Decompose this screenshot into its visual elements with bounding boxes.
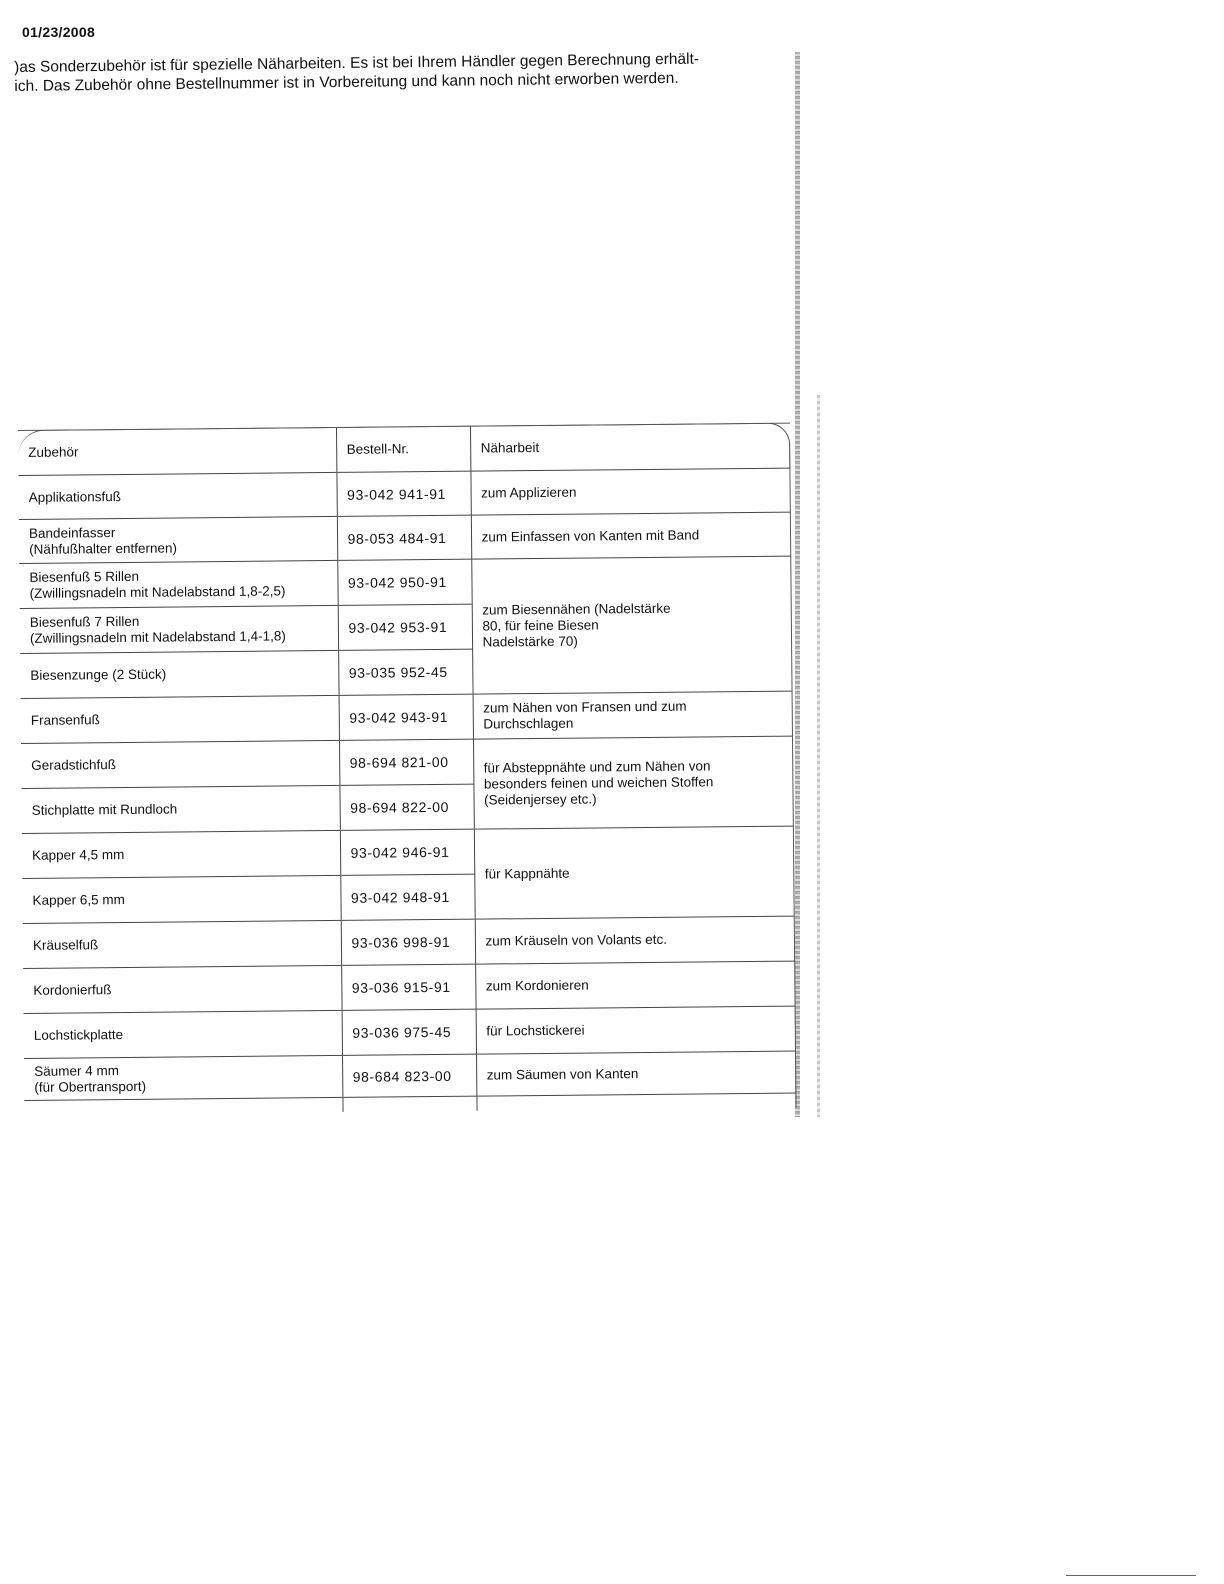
- order-number: 98-694 822-00: [339, 784, 473, 830]
- accessory-name: Stichplatte mit Rundloch: [21, 785, 339, 833]
- order-number: 93-042 950-91: [337, 559, 471, 605]
- order-number: 93-036 998-91: [341, 919, 475, 965]
- order-number: 93-042 946-91: [340, 829, 474, 875]
- table-header-row: [18, 423, 790, 475]
- scan-edge-artifact: [795, 52, 800, 1117]
- order-number: 98-694 821-00: [339, 739, 473, 785]
- order-number: 93-036 975-45: [342, 1009, 476, 1055]
- sewing-work: zum Applizieren: [470, 468, 790, 515]
- sewing-work: zum Kräuseln von Volants etc.: [475, 916, 795, 964]
- table-row: [21, 691, 793, 743]
- table-row: [23, 961, 795, 1013]
- sewing-work: zum Säumen von Kanten: [476, 1051, 796, 1096]
- intro-paragraph: [14, 49, 784, 96]
- accessories-table: [18, 423, 796, 1101]
- accessory-name: Kapper 6,5 mm: [22, 875, 340, 923]
- accessory-name: Biesenfuß 5 Rillen (Zwillingsnadeln mit Nadelabstand 1,8-2,5): [19, 560, 337, 608]
- table-row: [22, 826, 794, 878]
- table-row: [23, 916, 795, 968]
- order-number: 93-035 952-45: [338, 649, 472, 695]
- order-number: 93-042 948-91: [340, 874, 474, 920]
- intro-line-2: ich. Das Zubehör ohne Bestellnummer ist in Vorbereitung und kann noch nicht erworben werden.: [14, 69, 679, 95]
- intro-line-1: )as Sonderzubehör ist für spezielle Näharbeiten. Es ist bei Ihrem Händler gegen Berechnung erhält-: [14, 50, 700, 76]
- accessory-name: Kordonierfuß: [23, 965, 341, 1013]
- table-row: [19, 512, 791, 563]
- accessory-name: Säumer 4 mm (für Obertransport): [24, 1055, 342, 1100]
- accessory-name: Kräuselfuß: [23, 920, 341, 968]
- accessory-name: Fransenfuß: [21, 695, 339, 743]
- table-row: [21, 736, 793, 788]
- column-header-sewing-work: Näharbeit: [470, 423, 790, 471]
- table-row: [18, 468, 790, 519]
- scan-edge-artifact-2: [817, 395, 820, 1117]
- sewing-work: für Absteppnähte und zum Nähen von besonders feinen und weichen Stoffen (Seidenjersey etc.): [473, 736, 794, 829]
- sewing-work: zum Einfassen von Kanten mit Band: [471, 512, 791, 559]
- sewing-work: zum Kordonieren: [475, 961, 795, 1009]
- document-date: 01/23/2008: [22, 24, 96, 40]
- order-number: 93-042 941-91: [336, 471, 470, 516]
- footer-rule: [1066, 1575, 1196, 1576]
- sewing-work: zum Biesennähen (Nadelstärke 80, für feine Biesen Nadelstärke 70): [471, 556, 792, 694]
- accessory-note: (für Obertransport): [34, 1078, 147, 1095]
- column-header-order-number: Bestell-Nr.: [336, 426, 470, 472]
- sewing-work: zum Nähen von Fransen und zum Durchschlagen: [473, 691, 793, 739]
- sewing-work: für Kappnähte: [474, 826, 795, 919]
- accessory-name: Applikationsfuß: [18, 472, 336, 519]
- order-number: 93-042 953-91: [338, 604, 472, 650]
- accessory-name: Bandeinfasser (Nähfußhalter entfernen): [19, 516, 337, 563]
- column-header-accessory: Zubehör: [18, 427, 336, 475]
- accessory-name: Biesenfuß 7 Rillen (Zwillingsnadeln mit Nadelabstand 1,4-1,8): [20, 605, 338, 653]
- table-row: [24, 1006, 796, 1058]
- accessory-note: (Nähfußhalter entfernen): [29, 539, 178, 557]
- sewing-work: für Lochstickerei: [476, 1006, 796, 1054]
- accessory-name: Geradstichfuß: [21, 740, 339, 788]
- accessories-table-wrap: [18, 423, 796, 1101]
- accessory-name: Lochstickplatte: [24, 1010, 342, 1058]
- accessory-note: (Zwillingsnadeln mit Nadelabstand 1,8-2,5): [29, 583, 286, 601]
- accessory-name: Kapper 4,5 mm: [22, 830, 340, 878]
- order-number: 93-036 915-91: [341, 964, 475, 1010]
- order-number: 98-684 823-00: [342, 1054, 476, 1097]
- order-number: 98-053 484-91: [337, 515, 471, 560]
- table-row: [24, 1051, 796, 1100]
- order-number: 93-042 943-91: [339, 694, 473, 740]
- table-row: [19, 556, 791, 608]
- accessory-name: Biesenzunge (2 Stück): [20, 650, 338, 698]
- accessory-note: (Zwillingsnadeln mit Nadelabstand 1,4-1,8): [29, 628, 286, 646]
